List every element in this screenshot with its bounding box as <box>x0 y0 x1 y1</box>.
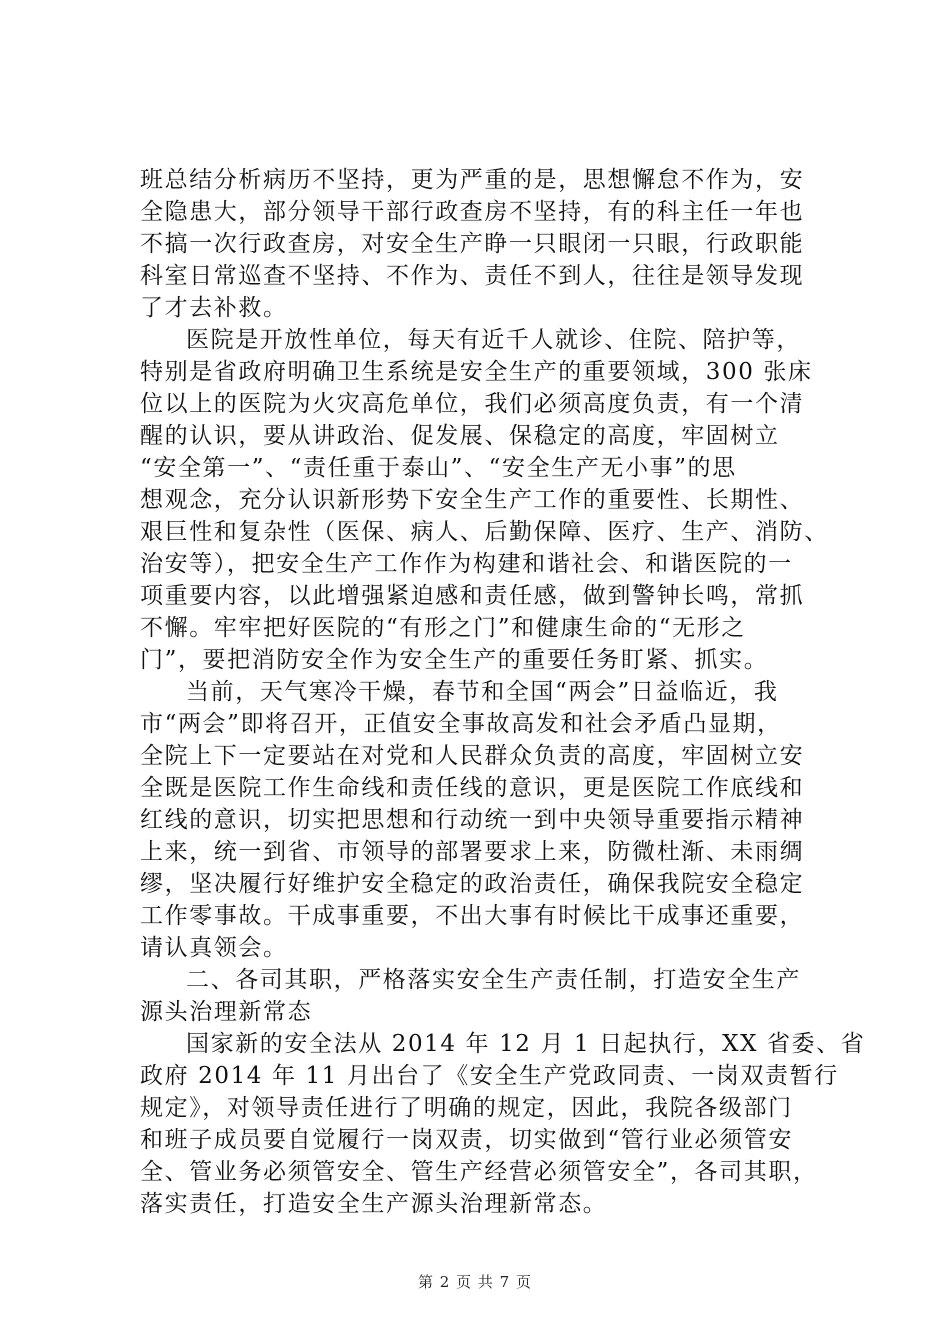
text-line: 门”，要把消防安全作为安全生产的重要任务盯紧、抓实。 <box>140 647 769 673</box>
section-heading-2 <box>140 964 830 1028</box>
text-line: 全院上下一定要站在对党和人民群众负责的高度，牢固树立安 <box>140 743 805 769</box>
paragraph-3 <box>140 676 830 964</box>
text-line: 上来，统一到省、市领导的部署要求上来，防微杜渐、未雨绸 <box>140 839 805 865</box>
text-line: 当前，天气寒冷干燥，春节和全国“两会”日益临近，我 <box>186 679 779 705</box>
text-line: 落实责任，打造安全生产源头治理新常态。 <box>140 1191 608 1217</box>
text-line: 和班子成员要自觉履行一岗双责，切实做到“管行业必须管安 <box>140 1127 793 1153</box>
text-line: 国家新的安全法从 2014 年 12 月 1 日起执行，XX 省委、省 <box>186 1031 866 1057</box>
text-line: “安全第一”、“责任重于泰山”、“安全生产无小事”的思 <box>140 455 737 481</box>
text-line: 了才去补救。 <box>140 295 288 321</box>
text-line: 特别是省政府明确卫生系统是安全生产的重要领域，300 张床 <box>140 359 813 385</box>
text-line: 医院是开放性单位，每天有近千人就诊、住院、陪护等， <box>186 327 801 353</box>
paragraph-5 <box>140 1028 866 1220</box>
text-line: 科室日常巡查不坚持、不作为、责任不到人，往往是领导发现 <box>140 263 805 289</box>
text-line: 班总结分析病历不坚持，更为严重的是，思想懈怠不作为，安 <box>140 167 805 193</box>
text-line: 全、管业务必须管安全、管生产经营必须管安全”，各司其职， <box>140 1159 818 1185</box>
text-line: 全既是医院工作生命线和责任线的意识，更是医院工作底线和 <box>140 775 805 801</box>
text-line: 请认真领会。 <box>140 935 288 961</box>
page-number: 第 2 页 共 7 页 <box>418 1273 532 1291</box>
paragraph-1 <box>140 164 830 324</box>
heading-line: 源头治理新常态 <box>140 999 313 1025</box>
page-footer <box>0 1272 950 1292</box>
text-line: 红线的意识，切实把思想和行动统一到中央领导重要指示精神 <box>140 807 805 833</box>
text-line: 工作零事故。干成事重要，不出大事有时候比干成事还重要， <box>140 903 805 929</box>
text-line: 不搞一次行政查房，对安全生产睁一只眼闭一只眼，行政职能 <box>140 231 805 257</box>
heading-line: 二、各司其职，严格落实安全生产责任制，打造安全生产 <box>186 967 801 993</box>
text-line: 治安等），把安全生产工作作为构建和谐社会、和谐医院的一 <box>140 551 793 577</box>
text-line: 艰巨性和复杂性（医保、病人、后勤保障、医疗、生产、消防、 <box>140 519 829 545</box>
text-line: 想观念，充分认识新形势下安全生产工作的重要性、长期性、 <box>140 487 805 513</box>
text-line: 项重要内容，以此增强紧迫感和责任感，做到警钟长鸣，常抓 <box>140 583 805 609</box>
text-line: 政府 2014 年 11 月出台了《安全生产党政同责、一岗双责暂行 <box>140 1063 839 1089</box>
text-line: 位以上的医院为火灾高危单位，我们必须高度负责，有一个清 <box>140 391 805 417</box>
text-line: 市“两会”即将召开，正值安全事故高发和社会矛盾凸显期， <box>140 711 782 737</box>
text-line: 不懈。牢牢把好医院的“有形之门”和健康生命的“无形之 <box>140 615 746 641</box>
document-body <box>140 164 866 1220</box>
paragraph-2 <box>140 324 830 676</box>
text-line: 规定》，对领导责任进行了明确的规定，因此，我院各级部门 <box>140 1095 793 1121</box>
text-line: 缪，坚决履行好维护安全稳定的政治责任，确保我院安全稳定 <box>140 871 805 897</box>
text-line: 全隐患大，部分领导干部行政查房不坚持，有的科主任一年也 <box>140 199 805 225</box>
text-line: 醒的认识，要从讲政治、促发展、保稳定的高度，牢固树立 <box>140 423 780 449</box>
